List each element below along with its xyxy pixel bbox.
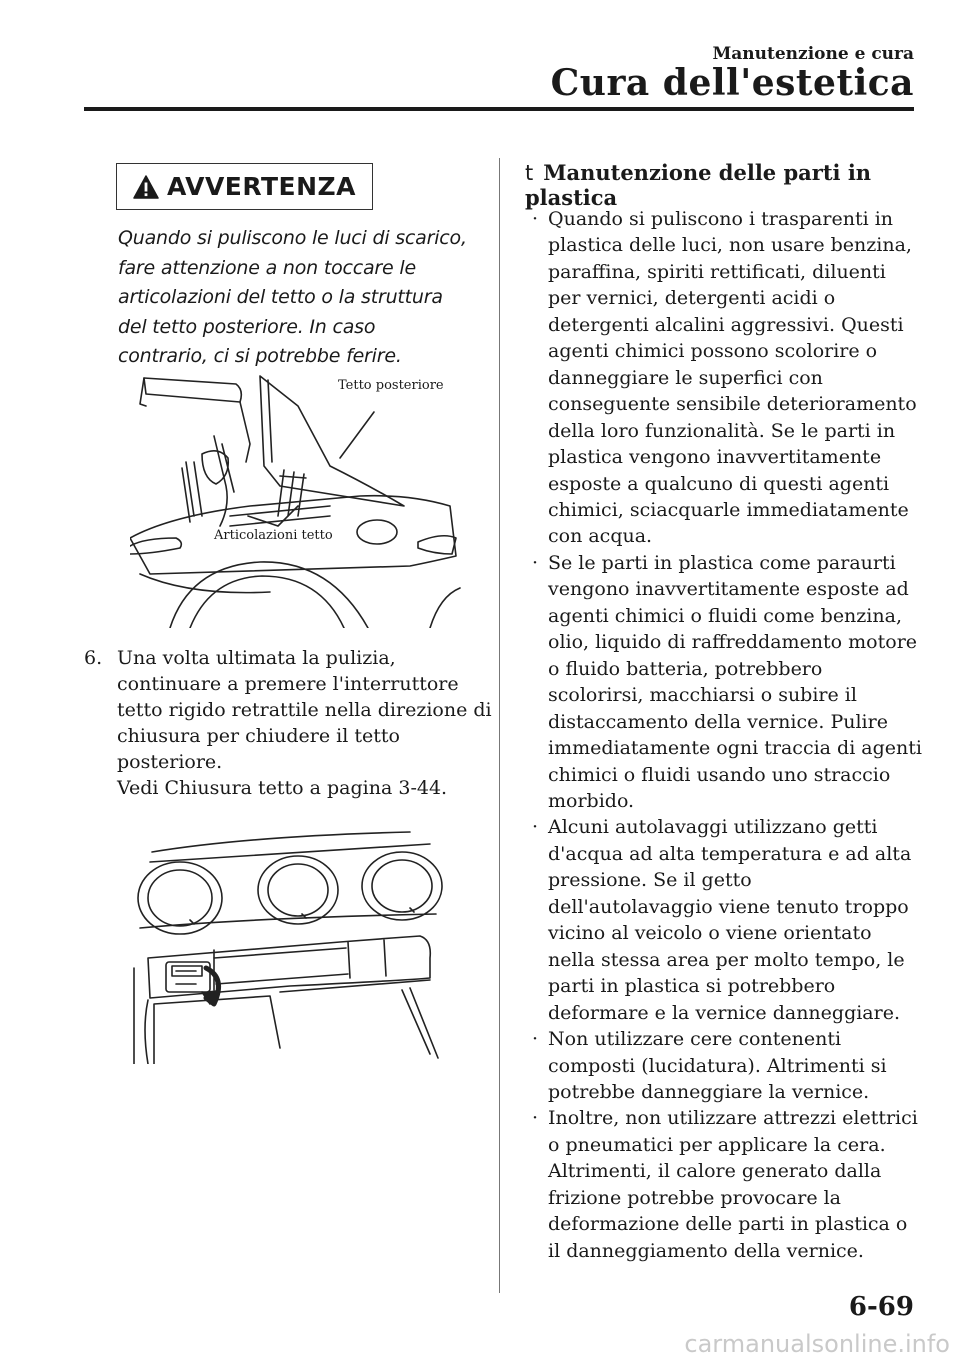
section-header: Cura dell'estetica <box>550 62 914 104</box>
bullet-dot: · <box>532 816 539 839</box>
step-body <box>117 645 497 801</box>
label-roof-joints: Articolazioni tetto <box>214 528 333 543</box>
bullet-dot: · <box>532 208 539 230</box>
page-number: 6-69 <box>848 1292 914 1322</box>
roof-switch-illustration <box>130 828 448 1064</box>
list-item <box>532 814 922 1026</box>
section-heading <box>525 160 960 210</box>
header-rule <box>84 107 914 111</box>
bullet-text: Non utilizzare cere contenenti composti (lucidatura). Altrimenti si potrebbe danneggiare la vernice. <box>548 1028 887 1103</box>
column-divider <box>499 158 500 1293</box>
warning-text: Quando si puliscono le luci di scarico, fare attenzione a non toccare le articolazioni del tetto o la struttura del tetto posteriore. In caso contrario, ci si potrebbe ferire. <box>118 227 467 367</box>
step-reference: Vedi Chiusura tetto a pagina 3-44. <box>117 777 448 799</box>
bullet-list <box>532 206 922 1264</box>
list-item <box>532 206 922 550</box>
watermark: carmanualsonline.info <box>684 1330 950 1358</box>
roof-switch-figure <box>130 828 448 1064</box>
bullet-text: Alcuni autolavaggi utilizzano getti d'acqua ad alta temperatura e ad alta pressione. Se il getto dell'autolavaggio viene tenuto troppo vicino al veicolo o viene orientato nella stessa area per molto tempo, le parti in plastica si potrebbero deformare e la vernice danneggiare. <box>548 816 912 1024</box>
bullet-text: Se le parti in plastica come paraurti vengono inavvertitamente esposte ad agenti chimici o fluidi come benzina, olio, liquido di raffreddamento motore o fluido batteria, potrebbero scolorirsi, macchiarsi o subire il distaccamento della vernice. Pulire immediatamente ogni traccia di agenti chimici o fluidi usando uno straccio morbido. <box>548 551 922 812</box>
bullet-text: Inoltre, non utilizzare attrezzi elettrici o pneumatici per applicare la cera. Altrimenti, il calore generato dalla frizione potrebbe provocare la deformazione delle parti in plastica o il danneggiamento della vernice. <box>548 1107 918 1262</box>
rear-roof-illustration <box>130 366 468 628</box>
step-text: Una volta ultimata la pulizia, continuare a premere l'interruttore tetto rigido retrattile nella direzione di chiusura per chiudere il tetto posteriore. <box>117 647 492 773</box>
bullet-text: Quando si puliscono i trasparenti in plastica delle luci, non usare benzina, paraffina, spiriti rettificati, diluenti per vernici, detergenti acidi o detergenti alcalini aggressivi. Questi agenti chimici possono scolorire o danneggiare le superfici con conseguente sensibile deterioramento della loro funzionalità. Se le parti in plastica vengono inavvertitamente esposte a qualcuno di questi agenti chimici, sciacquarle immediatamente con acqua. <box>548 208 917 548</box>
bullet-dot: · <box>532 1107 539 1130</box>
list-item <box>532 550 922 815</box>
chapter-header: Manutenzione e cura <box>712 44 914 64</box>
warning-triangle-icon <box>133 175 159 199</box>
bullet-dot: · <box>532 1028 539 1051</box>
warning-title: AVVERTENZA <box>166 172 357 201</box>
rear-roof-figure <box>130 366 468 628</box>
step-number: 6. <box>84 647 103 669</box>
label-rear-roof: Tetto posteriore <box>338 378 444 393</box>
bullet-dot: · <box>532 551 539 574</box>
list-item <box>532 1026 922 1105</box>
section-symbol: t <box>525 161 534 185</box>
section-title: Manutenzione delle parti in plastica <box>525 160 872 210</box>
warning-box <box>116 163 373 210</box>
list-item <box>532 1105 922 1264</box>
